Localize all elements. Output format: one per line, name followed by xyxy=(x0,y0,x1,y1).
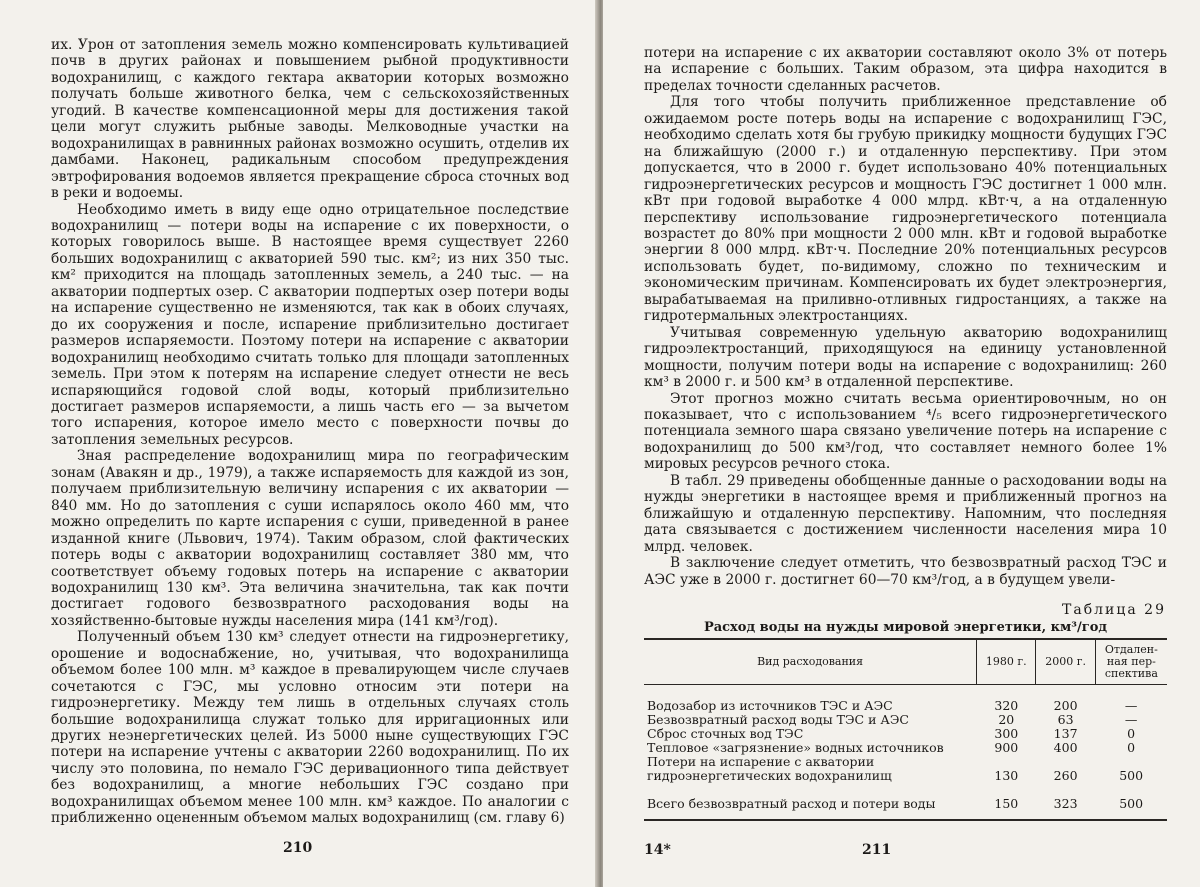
row-far: 500 xyxy=(1119,768,1144,783)
total-1980: 150 xyxy=(994,796,1019,811)
table-spacer xyxy=(644,685,1167,700)
table-row xyxy=(644,713,1167,727)
row-name: Водозабор из источников ТЭС и АЭС xyxy=(647,698,893,713)
right-paragraph-3: Учитывая современную удельную акваторию водохранилищ гидроэлектростанций, приходящуюся на единицу установленной мощности, получим потери воды на испарение с водохранилищ: 260 км³ в 2000 г. и 500 км³ в отдаленной перспективе. xyxy=(644,324,1167,391)
total-2000: 323 xyxy=(1053,796,1078,811)
row-name: Безвозвратный расход воды ТЭС и АЭС xyxy=(647,712,909,727)
table-total-row xyxy=(644,797,1167,820)
total-name: Всего безвозвратный расход и потери воды xyxy=(647,796,936,811)
left-paragraph-1: их. Урон от затопления земель можно компенсировать культивацией почв в других районах и повышением рыбной продуктивности водохранилищ, с каждого гектара акватории которых возможно получать больше животного белка, чем с сельскохозяйственных угодий. В качестве компенсационной меры для достижения такой цели могут служить рыбные заводы. Мелководные участки на водохранилищах в равнинных районах возможно осушить, отделив их дамбами. Наконец, радикальным способом предупреждения эвтрофирования водоемов является прекращение сброса сточных вод в реки и водоемы. xyxy=(51,37,569,202)
row-1980: 900 xyxy=(994,740,1019,755)
row-1980: 130 xyxy=(994,768,1019,783)
right-paragraph-1: потери на испарение с их акватории составляют около 3% от потерь на испарение с больших. Таким образом, эта цифра находится в пределах точности сделанных расчетов. xyxy=(644,45,1167,94)
row-2000: 260 xyxy=(1053,768,1078,783)
row-far: — xyxy=(1124,698,1138,713)
right-paragraph-4: Этот прогноз можно считать весьма ориентировочным, но он показывает, что с использованием ⁴/₅ всего гидроэнергетического потенциала земного шара связано увеличение потерь на испарение с водохранилищ до 500 км³/год, что составляет немного более 1% мировых ресурсов речного стока. xyxy=(644,390,1167,473)
right-paragraph-6: В заключение следует отметить, что безвозвратный расход ТЭС и АЭС уже в 2000 г. достигнет 60—70 км³/год, а в будущем увели- xyxy=(644,555,1167,588)
left-page-number: 210 xyxy=(283,840,313,856)
row-2000: 137 xyxy=(1053,726,1078,741)
table-header-row xyxy=(644,639,1167,685)
water-use-table xyxy=(644,638,1167,821)
row-far: — xyxy=(1124,712,1138,727)
right-paragraph-2: Для того чтобы получить приближенное представление об ожидаемом росте потерь воды на испарение с водохранилищ ГЭС, необходимо сделать хотя бы грубую прикидку мощности будущих ГЭС на ближайшую (2000 г.) и отдаленную перспективу. При этом допускается, что в 2000 г. будет использовано 40% потенциальных гидроэнергетических ресурсов и мощность ГЭС достигнет 1 000 млн. кВт при годовой выработке 4 000 млрд. кВт·ч, а на отдаленную перспективу использование гидроэнергетического потенциала возрастет до 80% при мощности 2 000 млн. кВт и годовой выработке энергии 8 000 млрд. кВт·ч. Последние 20% потенциальных ресурсов использовать будет, по-видимому, сложно по техническим и экономическим причинам. Компенсировать их будет электроэнергия, вырабатываемая на приливно-отливных гидростанциях, а также на гидротермальных электростанциях. xyxy=(644,94,1167,325)
row-name: Потери на испарение с акватории гидроэнергетических водохранилищ xyxy=(647,754,892,783)
left-paragraph-2: Необходимо иметь в виду еще одно отрицательное последствие водохранилищ — потери воды на испарение с их поверхности, о которых говорилось выше. В настоящее время существует 2260 больших водохранилищ с акваторией 590 тыс. км²; из них 350 тыс. км² приходится на площадь затопленных земель, а 240 тыс. — на акватории подпертых озер. С акватории подпертых озер потери воды на испарение существенно не изменяются, так как в обоих случаях, до их сооружения и после, испарение приблизительно достигает размеров испаряемости. Поэтому потери на испарение с акватории водохранилищ необходимо считать только для площади затопленных земель. При этом к потерям на испарение следует отнести не весь испаряющийся годовой слой воды, который приблизительно достигает размеров испаряемости, а лишь часть его — за вычетом того испарения, которое имело место с поверхности почвы до затопления земельных ресурсов. xyxy=(51,201,569,448)
left-paragraph-3: Зная распределение водохранилищ мира по географическим зонам (Авакян и др., 1979), а также испаряемость для каждой из зон, получаем приблизительную величину испарения с их акватории — 840 мм. Но до затопления с суши испарялось около 460 мм, что можно определить по карте испарения с суши, приведенной в ранее изданной книге (Львович, 1974). Таким образом, слой фактических потерь воды с акватории водохранилищ составляет 380 мм, что соответствует объему годовых потерь на испарение с акватории водохранилищ 130 км³. Эта величина значительна, так как почти достигает годового безвозвратного расходования воды на хозяйственно-бытовые нужды населения мира (141 км³/год). xyxy=(51,448,569,629)
left-page-text xyxy=(51,37,569,827)
right-paragraph-5: В табл. 29 приведены обобщенные данные о расходовании воды на нужды энергетики в настоящее время и приближенный прогноз на ближайшую и отдаленную перспективу. Напомним, что последняя дата связывается с достижением численности населения мира 10 млрд. человек. xyxy=(644,472,1167,555)
row-2000: 200 xyxy=(1053,698,1078,713)
row-1980: 320 xyxy=(994,698,1019,713)
row-1980: 300 xyxy=(994,726,1019,741)
row-2000: 400 xyxy=(1053,740,1078,755)
row-name: Тепловое «загрязнение» водных источников xyxy=(647,740,944,755)
table-block xyxy=(644,620,1167,821)
table-row xyxy=(644,755,1167,783)
table-row xyxy=(644,741,1167,755)
row-1980: 20 xyxy=(998,712,1015,727)
row-far: 0 xyxy=(1127,726,1136,741)
right-page xyxy=(603,0,1200,887)
table-caption: Таблица 29 xyxy=(1062,602,1166,618)
table-title: Расход воды на нужды мировой энергетики, км³/год xyxy=(703,620,1108,635)
header-2000: 2000 г. xyxy=(1036,639,1095,685)
right-page-text xyxy=(644,45,1167,588)
header-type: Вид расходования xyxy=(644,639,977,685)
left-page xyxy=(0,0,598,887)
header-far-future: Отдаленная перспектива xyxy=(1095,639,1167,685)
right-page-number: 211 xyxy=(862,842,892,858)
table-spacer xyxy=(644,783,1167,797)
row-far: 0 xyxy=(1127,740,1136,755)
table-row xyxy=(644,699,1167,713)
signature-mark: 14* xyxy=(644,842,671,858)
row-2000: 63 xyxy=(1057,712,1074,727)
total-far: 500 xyxy=(1119,796,1144,811)
header-1980: 1980 г. xyxy=(977,639,1036,685)
table-row xyxy=(644,727,1167,741)
left-paragraph-4: Полученный объем 130 км³ следует отнести на гидроэнергетику, орошение и водоснабжение, но, учитывая, что водохранилища объемом более 100 млн. м³ каждое в превалирующем числе случаев сочетаются с ГЭС, мы условно относим эти потери на гидроэнергетику. Между тем лишь в отдельных случаях столь большие водохранилища служат только для ирригационных или других неэнергетических целей. Из 5000 ныне существующих ГЭС потери на испарение учтены с акватории 2260 водохранилищ. По их числу это половина, по немало ГЭС деривационного типа действует без водохранилищ, а многие небольших ГЭС создано при водохранилищах объемом менее 100 млн. км³ каждое. По аналогии с приближенно оцененным объемом малых водохранилищ (см. главу 6) xyxy=(51,629,569,827)
row-name: Сброс сточных вод ТЭС xyxy=(647,726,804,741)
